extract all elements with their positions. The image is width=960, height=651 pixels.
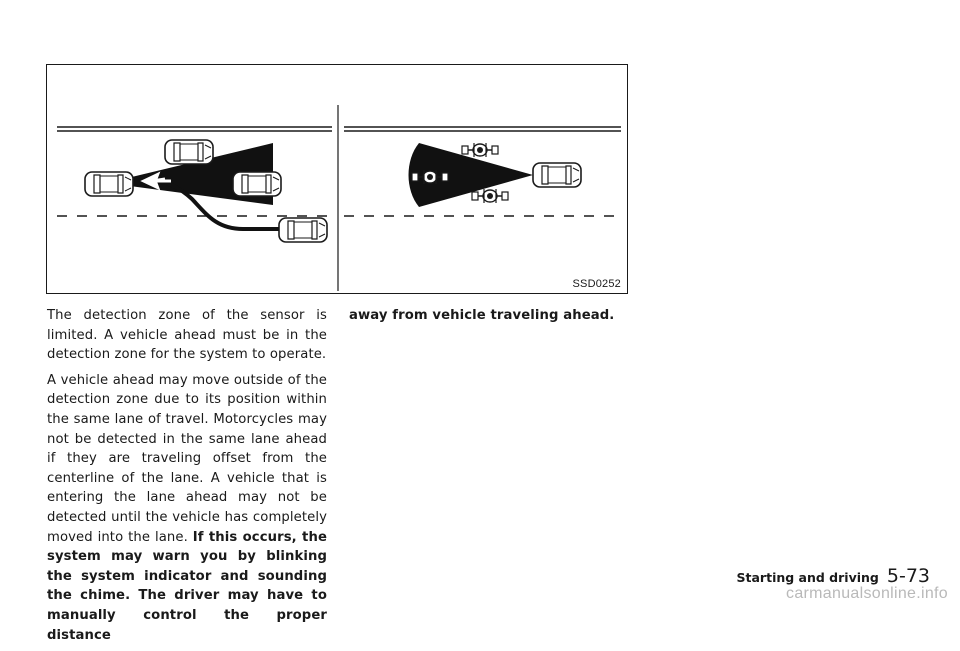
paragraph-vehicle-outside: A vehicle ahead may move outside of the detection zone due to its position within the same lane of travel. Motorcycles may not be detected in the same lane ahead if they are traveling offset from the centerline of the lane. A vehicle that is entering the lane ahead may not be detected until the vehicle has completely moved into the lane. If this occurs, the system may warn you by blinking the system indicator and sounding the chime. The driver may have to manually control the proper distance (47, 372, 327, 643)
body-column-right (349, 306, 629, 332)
detection-zone-illustration (47, 65, 629, 295)
figure-code: SSD0252 (572, 278, 621, 290)
illustration-frame (46, 64, 628, 294)
body-column-left (47, 306, 327, 651)
section-title: Starting and driving (736, 570, 879, 585)
warning-text: If this occurs, the system may warn you by blinking the system indicator and sounding the chime. The driver may have to manually control the proper distance (47, 529, 327, 643)
right-scene (344, 127, 621, 216)
page-number: 5-73 (886, 565, 930, 587)
paragraph-detection-zone: The detection zone of the sensor is limited. A vehicle ahead must be in the detection zone for the system to operate. (47, 308, 327, 363)
watermark: carmanualsonline.info (786, 585, 948, 602)
page-footer (737, 565, 930, 587)
left-scene (57, 127, 332, 242)
warning-text-continued: away from vehicle traveling ahead. (349, 308, 615, 323)
